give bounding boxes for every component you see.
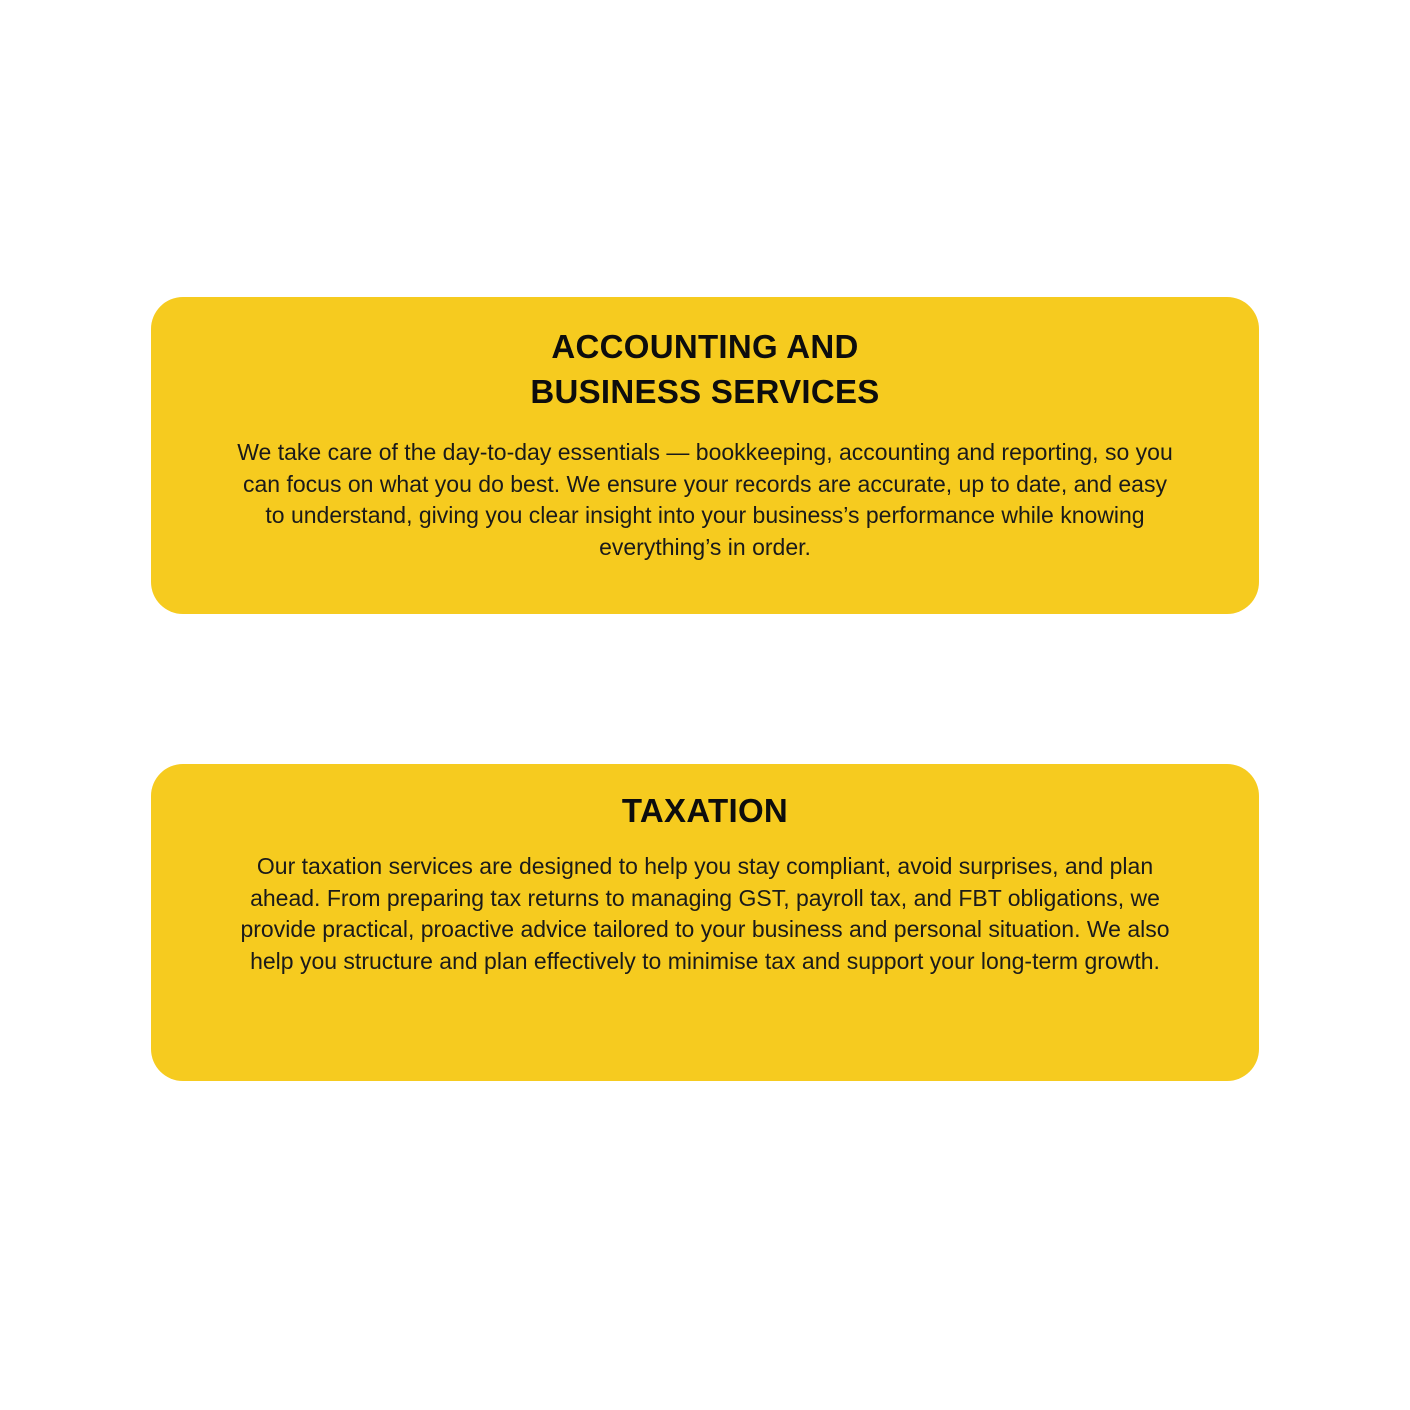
card-title [151, 764, 1259, 833]
title-line-1: TAXATION [621, 792, 789, 829]
title-line-2: BUSINESS SERVICES [530, 373, 880, 410]
card-title [151, 297, 1259, 414]
taxation-services-card [151, 764, 1259, 1081]
card-description: Our taxation services are designed to help you stay compliant, avoid surprises, and plan ahead. From preparing tax returns to managing GST, payroll tax, and FBT obligations, we provide practical, proactive advice tailored to your business and personal situation. We also help you structure and plan effectively to minimise tax and support your long-term growth. [240, 853, 1170, 974]
accounting-services-card [151, 297, 1259, 614]
card-description: We take care of the day-to-day essentials — bookkeeping, accounting and reporting, so you can focus on what you do best. We ensure your records are accurate, up to date, and easy to understand, giving you clear insight into your business’s performance while knowing everything’s in order. [237, 439, 1173, 560]
title-line-1: ACCOUNTING AND [551, 328, 859, 365]
